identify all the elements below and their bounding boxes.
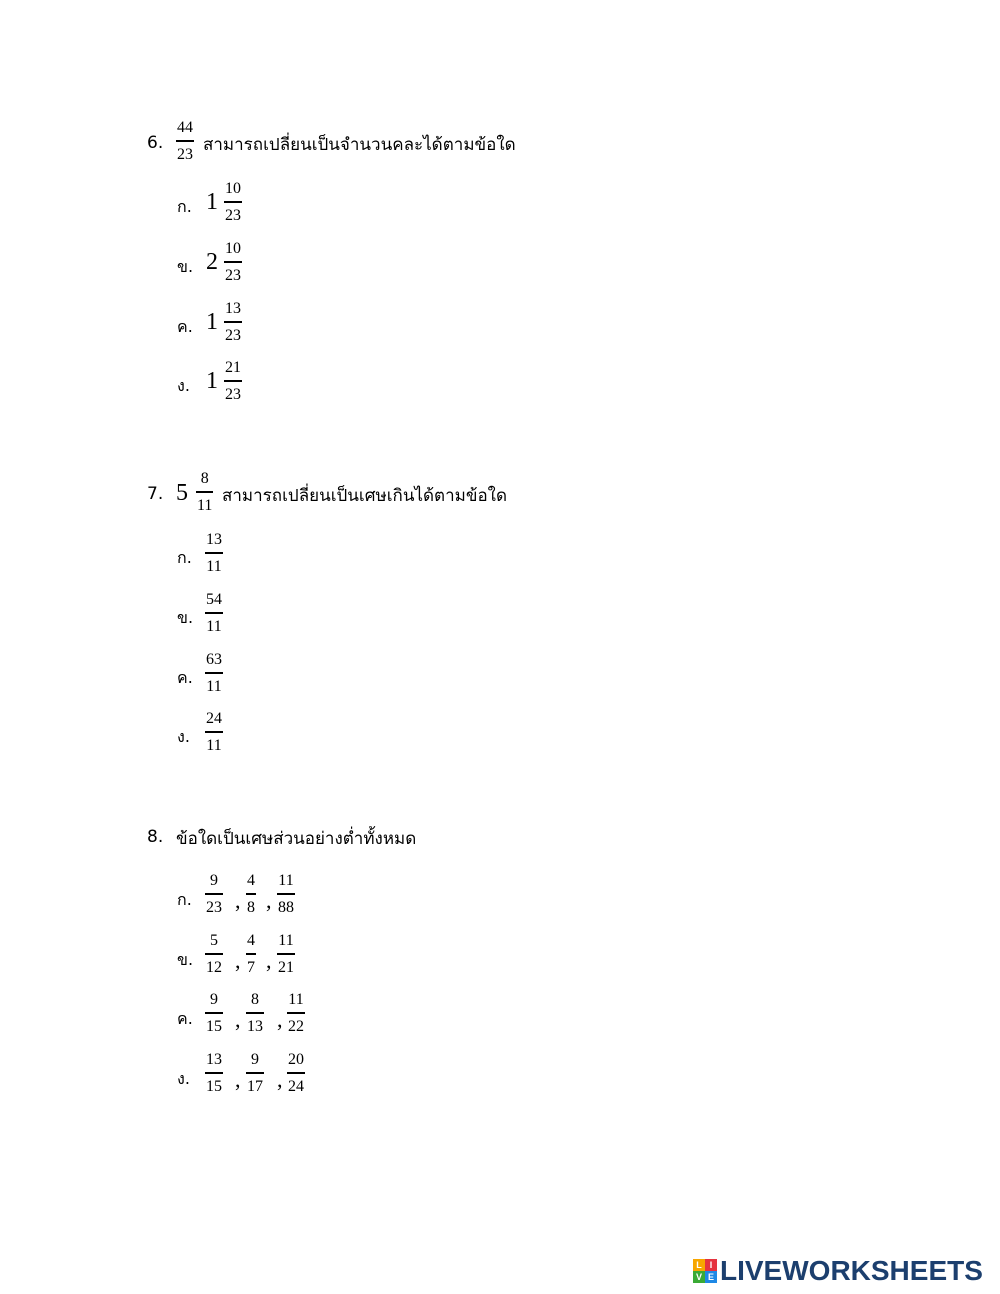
option-label: ง. (177, 376, 190, 395)
logo-badge-letter: E (705, 1271, 717, 1283)
logo-text: LIVEWORKSHEETS (720, 1255, 983, 1286)
fraction: 54 11 (206, 591, 222, 635)
option-label: ค. (177, 668, 193, 687)
option-label: ก. (177, 197, 192, 216)
comma: , (277, 1007, 283, 1032)
question-text: สามารถเปลี่ยนเป็นจำนวนคละได้ตามข้อใด (203, 135, 516, 155)
fraction: 13 23 (225, 300, 241, 344)
option-label: ค. (177, 317, 193, 336)
fraction: 4 7 (247, 932, 255, 976)
fraction: 20 24 (288, 1051, 304, 1095)
option-label: ง. (177, 727, 190, 746)
whole-number: 1 (206, 368, 218, 394)
comma: , (266, 888, 272, 913)
fraction: 9 15 (206, 991, 222, 1035)
fraction: 11 22 (288, 991, 304, 1035)
stem-whole-number: 5 (176, 480, 188, 506)
question-text: สามารถเปลี่ยนเป็นเศษเกินได้ตามข้อใด (222, 486, 508, 506)
option-label: ก. (177, 548, 192, 567)
logo-badge-letter: L (693, 1259, 705, 1271)
liveworksheets-logo (693, 1255, 983, 1287)
fraction: 10 23 (225, 240, 241, 284)
fraction: 9 17 (247, 1051, 263, 1095)
fraction: 8 13 (247, 991, 263, 1035)
option-label: ค. (177, 1009, 193, 1028)
option-label: ข. (177, 257, 194, 276)
comma: , (235, 1067, 241, 1092)
stem-fraction: 8 11 (197, 470, 213, 514)
stem-fraction: 44 23 (177, 119, 193, 163)
question-number: 6. (147, 133, 164, 153)
option-label: ข. (177, 608, 194, 627)
logo-badge-icon (693, 1259, 717, 1283)
fraction: 21 23 (225, 359, 241, 403)
option-label: ง. (177, 1069, 190, 1088)
fraction: 10 23 (225, 180, 241, 224)
logo-badge-letter: I (705, 1259, 717, 1271)
comma: , (277, 1067, 283, 1092)
fraction: 5 12 (206, 932, 222, 976)
fraction: 13 15 (206, 1051, 222, 1095)
question-number: 8. (147, 827, 164, 847)
comma: , (235, 948, 241, 973)
fraction: 13 11 (206, 531, 222, 575)
fraction: 4 8 (247, 872, 255, 916)
whole-number: 1 (206, 189, 218, 215)
option-label: ก. (177, 890, 192, 909)
comma: , (235, 1007, 241, 1032)
whole-number: 1 (206, 309, 218, 335)
whole-number: 2 (206, 249, 218, 275)
logo-badge-letter: V (693, 1271, 705, 1283)
comma: , (235, 888, 241, 913)
question-text: ข้อใดเป็นเศษส่วนอย่างต่ำทั้งหมด (176, 829, 417, 849)
fraction: 24 11 (206, 710, 222, 754)
fraction: 11 88 (278, 872, 294, 916)
fraction: 63 11 (206, 651, 222, 695)
option-label: ข. (177, 950, 194, 969)
question-number: 7. (147, 484, 164, 504)
comma: , (266, 948, 272, 973)
fraction: 11 21 (278, 932, 294, 976)
fraction: 9 23 (206, 872, 222, 916)
